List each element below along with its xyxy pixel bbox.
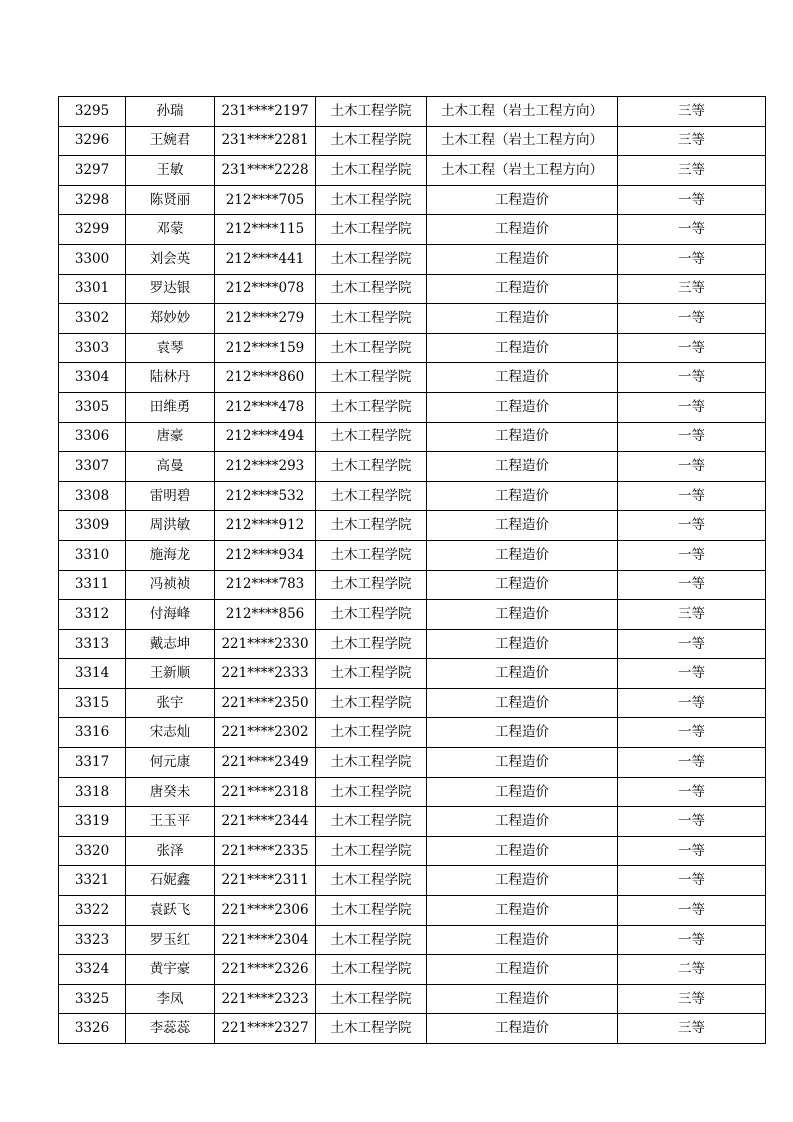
- table-row: [59, 215, 766, 245]
- cell-college: 土木工程学院: [316, 333, 427, 363]
- cell-major: 工程造价: [427, 244, 618, 274]
- cell-college: 土木工程学院: [316, 185, 427, 215]
- table-row: [59, 925, 766, 955]
- cell-major: 工程造价: [427, 629, 618, 659]
- cell-name: 刘会英: [126, 244, 215, 274]
- table-row: [59, 126, 766, 156]
- cell-seq: 3315: [59, 688, 126, 718]
- cell-seq: 3299: [59, 215, 126, 245]
- cell-college: 土木工程学院: [316, 215, 427, 245]
- cell-seq: 3300: [59, 244, 126, 274]
- cell-name: 李凤: [126, 984, 215, 1014]
- cell-seq: 3316: [59, 718, 126, 748]
- cell-id: 221****2323: [215, 984, 316, 1014]
- cell-id: 221****2302: [215, 718, 316, 748]
- cell-seq: 3322: [59, 896, 126, 926]
- cell-id: 221****2304: [215, 925, 316, 955]
- cell-college: 土木工程学院: [316, 540, 427, 570]
- table-row: [59, 244, 766, 274]
- cell-name: 罗达银: [126, 274, 215, 304]
- cell-id: 221****2344: [215, 807, 316, 837]
- cell-seq: 3326: [59, 1014, 126, 1044]
- cell-id: 212****078: [215, 274, 316, 304]
- cell-id: 231****2228: [215, 156, 316, 186]
- cell-college: 土木工程学院: [316, 925, 427, 955]
- cell-level: 一等: [618, 718, 766, 748]
- cell-name: 黄宇豪: [126, 955, 215, 985]
- cell-seq: 3310: [59, 540, 126, 570]
- table-row: [59, 156, 766, 186]
- cell-id: 212****494: [215, 422, 316, 452]
- cell-major: 工程造价: [427, 1014, 618, 1044]
- cell-college: 土木工程学院: [316, 452, 427, 482]
- cell-name: 戴志坤: [126, 629, 215, 659]
- cell-name: 陈贤丽: [126, 185, 215, 215]
- table-row: [59, 600, 766, 630]
- cell-name: 张宇: [126, 688, 215, 718]
- cell-level: 三等: [618, 600, 766, 630]
- cell-level: 一等: [618, 392, 766, 422]
- cell-seq: 3314: [59, 659, 126, 689]
- cell-college: 土木工程学院: [316, 955, 427, 985]
- cell-name: 宋志灿: [126, 718, 215, 748]
- cell-seq: 3303: [59, 333, 126, 363]
- table-row: [59, 333, 766, 363]
- cell-id: 231****2197: [215, 97, 316, 127]
- table-row: [59, 452, 766, 482]
- cell-college: 土木工程学院: [316, 363, 427, 393]
- cell-major: 工程造价: [427, 984, 618, 1014]
- table-row: [59, 659, 766, 689]
- cell-name: 陆林丹: [126, 363, 215, 393]
- cell-seq: 3317: [59, 748, 126, 778]
- cell-level: 一等: [618, 333, 766, 363]
- cell-major: 工程造价: [427, 925, 618, 955]
- cell-id: 231****2281: [215, 126, 316, 156]
- table-row: [59, 718, 766, 748]
- cell-level: 一等: [618, 570, 766, 600]
- cell-seq: 3319: [59, 807, 126, 837]
- cell-major: 工程造价: [427, 659, 618, 689]
- table-row: [59, 1014, 766, 1044]
- cell-seq: 3297: [59, 156, 126, 186]
- cell-seq: 3307: [59, 452, 126, 482]
- cell-seq: 3325: [59, 984, 126, 1014]
- table-row: [59, 955, 766, 985]
- cell-level: 三等: [618, 126, 766, 156]
- cell-id: 212****279: [215, 304, 316, 334]
- cell-name: 何元康: [126, 748, 215, 778]
- table-row: [59, 274, 766, 304]
- cell-major: 土木工程（岩土工程方向）: [427, 156, 618, 186]
- table-row: [59, 511, 766, 541]
- cell-college: 土木工程学院: [316, 481, 427, 511]
- cell-name: 周洪敏: [126, 511, 215, 541]
- cell-level: 一等: [618, 629, 766, 659]
- cell-college: 土木工程学院: [316, 984, 427, 1014]
- cell-name: 高曼: [126, 452, 215, 482]
- cell-college: 土木工程学院: [316, 570, 427, 600]
- cell-name: 唐豪: [126, 422, 215, 452]
- cell-level: 三等: [618, 1014, 766, 1044]
- table-row: [59, 748, 766, 778]
- cell-name: 李蕊蕊: [126, 1014, 215, 1044]
- cell-name: 施海龙: [126, 540, 215, 570]
- cell-college: 土木工程学院: [316, 777, 427, 807]
- cell-seq: 3302: [59, 304, 126, 334]
- cell-major: 工程造价: [427, 363, 618, 393]
- cell-id: 221****2311: [215, 866, 316, 896]
- table-row: [59, 422, 766, 452]
- cell-major: 工程造价: [427, 185, 618, 215]
- cell-college: 土木工程学院: [316, 126, 427, 156]
- cell-seq: 3324: [59, 955, 126, 985]
- cell-seq: 3295: [59, 97, 126, 127]
- table-row: [59, 185, 766, 215]
- table-row: [59, 481, 766, 511]
- cell-seq: 3321: [59, 866, 126, 896]
- cell-seq: 3304: [59, 363, 126, 393]
- cell-id: 221****2306: [215, 896, 316, 926]
- cell-name: 冯祯祯: [126, 570, 215, 600]
- cell-college: 土木工程学院: [316, 629, 427, 659]
- cell-level: 一等: [618, 688, 766, 718]
- cell-level: 一等: [618, 422, 766, 452]
- cell-name: 罗玉红: [126, 925, 215, 955]
- cell-major: 工程造价: [427, 896, 618, 926]
- cell-major: 工程造价: [427, 748, 618, 778]
- cell-level: 一等: [618, 185, 766, 215]
- cell-major: 工程造价: [427, 452, 618, 482]
- cell-name: 王婉君: [126, 126, 215, 156]
- table-row: [59, 807, 766, 837]
- cell-college: 土木工程学院: [316, 511, 427, 541]
- cell-level: 一等: [618, 540, 766, 570]
- cell-name: 付海峰: [126, 600, 215, 630]
- cell-level: 一等: [618, 244, 766, 274]
- cell-college: 土木工程学院: [316, 866, 427, 896]
- cell-seq: 3298: [59, 185, 126, 215]
- cell-id: 212****856: [215, 600, 316, 630]
- table-row: [59, 392, 766, 422]
- table-row: [59, 688, 766, 718]
- cell-name: 石妮鑫: [126, 866, 215, 896]
- cell-level: 三等: [618, 156, 766, 186]
- cell-college: 土木工程学院: [316, 392, 427, 422]
- cell-major: 工程造价: [427, 511, 618, 541]
- cell-name: 张泽: [126, 836, 215, 866]
- cell-id: 221****2333: [215, 659, 316, 689]
- cell-id: 221****2330: [215, 629, 316, 659]
- cell-level: 二等: [618, 955, 766, 985]
- cell-major: 工程造价: [427, 304, 618, 334]
- table-row: [59, 304, 766, 334]
- cell-name: 王新顺: [126, 659, 215, 689]
- scholarship-roster-table: [58, 96, 766, 1044]
- cell-level: 一等: [618, 511, 766, 541]
- cell-major: 工程造价: [427, 807, 618, 837]
- cell-major: 工程造价: [427, 481, 618, 511]
- cell-college: 土木工程学院: [316, 659, 427, 689]
- cell-name: 袁跃飞: [126, 896, 215, 926]
- table-row: [59, 540, 766, 570]
- table-row: [59, 836, 766, 866]
- cell-id: 212****478: [215, 392, 316, 422]
- cell-level: 一等: [618, 215, 766, 245]
- cell-seq: 3311: [59, 570, 126, 600]
- cell-name: 郑妙妙: [126, 304, 215, 334]
- cell-college: 土木工程学院: [316, 807, 427, 837]
- table-row: [59, 629, 766, 659]
- cell-level: 一等: [618, 659, 766, 689]
- cell-college: 土木工程学院: [316, 1014, 427, 1044]
- cell-level: 一等: [618, 925, 766, 955]
- cell-level: 三等: [618, 274, 766, 304]
- cell-major: 土木工程（岩土工程方向）: [427, 97, 618, 127]
- cell-seq: 3312: [59, 600, 126, 630]
- cell-id: 212****934: [215, 540, 316, 570]
- cell-id: 212****115: [215, 215, 316, 245]
- cell-seq: 3296: [59, 126, 126, 156]
- cell-id: 212****912: [215, 511, 316, 541]
- cell-level: 一等: [618, 481, 766, 511]
- cell-level: 一等: [618, 363, 766, 393]
- cell-major: 工程造价: [427, 955, 618, 985]
- cell-seq: 3320: [59, 836, 126, 866]
- cell-college: 土木工程学院: [316, 244, 427, 274]
- table-row: [59, 97, 766, 127]
- cell-college: 土木工程学院: [316, 748, 427, 778]
- cell-level: 一等: [618, 807, 766, 837]
- cell-level: 一等: [618, 304, 766, 334]
- cell-college: 土木工程学院: [316, 156, 427, 186]
- table-row: [59, 984, 766, 1014]
- cell-college: 土木工程学院: [316, 718, 427, 748]
- cell-seq: 3318: [59, 777, 126, 807]
- cell-id: 212****860: [215, 363, 316, 393]
- cell-major: 工程造价: [427, 600, 618, 630]
- cell-name: 王玉平: [126, 807, 215, 837]
- cell-id: 212****441: [215, 244, 316, 274]
- cell-seq: 3323: [59, 925, 126, 955]
- cell-major: 工程造价: [427, 688, 618, 718]
- cell-level: 一等: [618, 748, 766, 778]
- cell-id: 221****2327: [215, 1014, 316, 1044]
- cell-college: 土木工程学院: [316, 422, 427, 452]
- cell-id: 221****2350: [215, 688, 316, 718]
- table-row: [59, 570, 766, 600]
- cell-level: 三等: [618, 984, 766, 1014]
- cell-major: 工程造价: [427, 422, 618, 452]
- cell-name: 王敏: [126, 156, 215, 186]
- cell-level: 一等: [618, 896, 766, 926]
- cell-id: 221****2326: [215, 955, 316, 985]
- cell-level: 一等: [618, 777, 766, 807]
- cell-id: 221****2349: [215, 748, 316, 778]
- cell-seq: 3308: [59, 481, 126, 511]
- cell-level: 三等: [618, 97, 766, 127]
- cell-name: 邓蒙: [126, 215, 215, 245]
- cell-name: 雷明碧: [126, 481, 215, 511]
- cell-college: 土木工程学院: [316, 97, 427, 127]
- cell-id: 212****159: [215, 333, 316, 363]
- cell-major: 工程造价: [427, 836, 618, 866]
- cell-name: 唐癸未: [126, 777, 215, 807]
- cell-major: 工程造价: [427, 274, 618, 304]
- cell-major: 工程造价: [427, 570, 618, 600]
- cell-name: 孙瑞: [126, 97, 215, 127]
- cell-level: 一等: [618, 866, 766, 896]
- cell-id: 212****532: [215, 481, 316, 511]
- table-row: [59, 777, 766, 807]
- cell-major: 工程造价: [427, 866, 618, 896]
- cell-id: 221****2335: [215, 836, 316, 866]
- cell-id: 212****783: [215, 570, 316, 600]
- cell-college: 土木工程学院: [316, 274, 427, 304]
- cell-major: 工程造价: [427, 718, 618, 748]
- table-row: [59, 363, 766, 393]
- cell-seq: 3305: [59, 392, 126, 422]
- cell-college: 土木工程学院: [316, 600, 427, 630]
- cell-college: 土木工程学院: [316, 304, 427, 334]
- cell-name: 田维勇: [126, 392, 215, 422]
- cell-seq: 3313: [59, 629, 126, 659]
- cell-college: 土木工程学院: [316, 688, 427, 718]
- cell-major: 工程造价: [427, 333, 618, 363]
- cell-id: 212****293: [215, 452, 316, 482]
- cell-seq: 3301: [59, 274, 126, 304]
- cell-level: 一等: [618, 836, 766, 866]
- cell-id: 221****2318: [215, 777, 316, 807]
- table-row: [59, 866, 766, 896]
- cell-college: 土木工程学院: [316, 836, 427, 866]
- cell-seq: 3306: [59, 422, 126, 452]
- cell-major: 土木工程（岩土工程方向）: [427, 126, 618, 156]
- cell-major: 工程造价: [427, 215, 618, 245]
- cell-college: 土木工程学院: [316, 896, 427, 926]
- cell-seq: 3309: [59, 511, 126, 541]
- table-body: [59, 97, 766, 1044]
- cell-major: 工程造价: [427, 392, 618, 422]
- cell-major: 工程造价: [427, 777, 618, 807]
- cell-name: 袁琴: [126, 333, 215, 363]
- cell-major: 工程造价: [427, 540, 618, 570]
- cell-level: 一等: [618, 452, 766, 482]
- table-row: [59, 896, 766, 926]
- cell-id: 212****705: [215, 185, 316, 215]
